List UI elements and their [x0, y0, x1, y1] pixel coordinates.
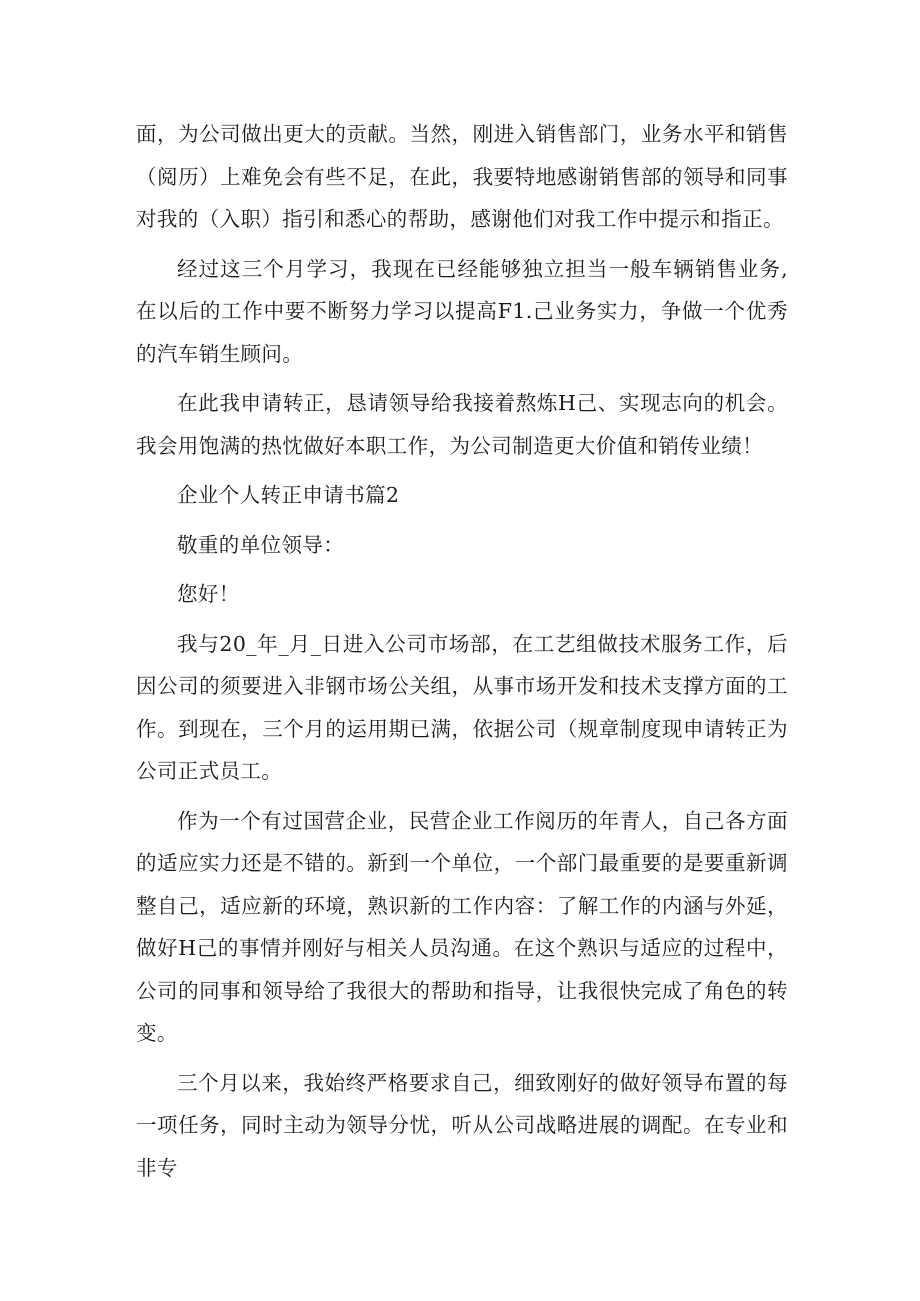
paragraph-adaptation: 作为一个有过国营企业，民营企业工作阅历的年青人，自己各方面的适应实力还是不错的。新到一个单位，一个部门最重要的是要重新调整自己，适应新的环境，熟识新的工作内容：了解工作的内涵与外延，做好H己的事情并刚好与相关人员沟通。在这个熟识与适应的过程中，公司的同事和领导给了我很大的帮助和指导，让我很快完成了角色的转变。 — [136, 808, 788, 1045]
greeting: 您好！ — [177, 582, 240, 606]
paragraph-continuation: 面，为公司做出更大的贡献。当然，刚进入销售部门，业务水平和销售（阅历）上难免会有些不足，在此，我要特地感谢销售部的领导和同事对我的（入职）指引和悉心的帮助，感谢他们对我工作中提示和指正。 — [136, 122, 788, 231]
document-body — [136, 113, 788, 1196]
paragraph-work: 三个月以来，我始终严格要求自己，细致刚好的做好领导布置的每一项任务，同时主动为领导分忧，听从公司战略进展的调配。在专业和非专 — [136, 1070, 788, 1180]
section-heading: 企业个人转正申请书篇2 — [177, 483, 400, 507]
paragraph-request: 在此我申请转正，恳请领导给我接着熬炼H己、实现志向的机会。我会用饱满的热忱做好本职工作，为公司制造更大价值和销传业绩！ — [136, 391, 788, 458]
paragraph-intro: 我与20_年_月_日进入公司市场部，在工艺组做技术服务工作，后因公司的须要进入非钢市场公关组，从事市场开发和技术支撑方面的工作。到现在，三个月的运用期已满，依据公司（规章制度现申请转正为公司正式员工。 — [136, 631, 788, 783]
salutation: 敬重的单位领导： — [177, 532, 345, 557]
paragraph-skills: 经过这三个月学习，我现在已经能够独立担当一般车辆销售业务,在以后的工作中要不断努力学习以提高F1.己业务实力，争做一个优秀的汽车销生顾问。 — [136, 256, 788, 366]
